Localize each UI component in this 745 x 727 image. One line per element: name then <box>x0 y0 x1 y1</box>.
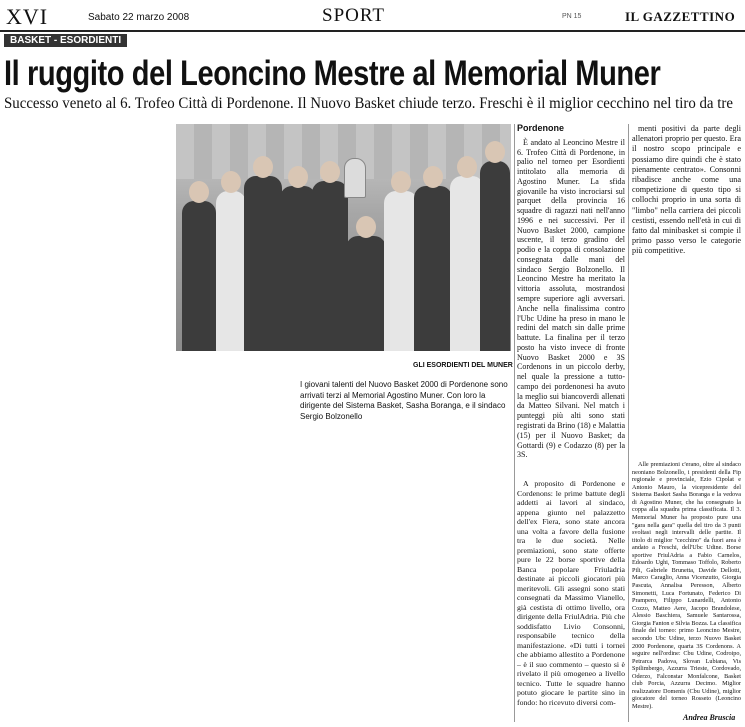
player-figure <box>244 176 282 351</box>
player-figure <box>384 191 418 351</box>
dateline: Pordenone <box>517 123 565 133</box>
player-figure <box>480 161 510 351</box>
article-paragraph: È andato al Leoncino Mestre il 6. Trofeo Città di Pordenone, in palio nel torneo per Esordienti intitolato alla memoria di Agostino Muner. La sfida giovanile ha visto incrociarsi sul parquet della provincia 16 squadre di ragazzi nati nell'anno 1996 e nei successivi. Per il Nuovo Basket 2000, campione uscente, il terzo gradino del podio e la coppa di consolazione consegnata dalle mani del sindaco Sergio Bolzonello. Il Leoncino Mestre ha meritato la vittoria assoluta, mostrandosi sempre superiore agli avversari. Anche nella finalissima contro l'Ubc Udine ha preso in mano le redini del match sin dalle prime battute. La finalina per il terzo posto ha visto invece di fronte Nuovo Basket 2000 e 3S Cordenons in un piccolo derby, nel quale la pressione a tutto-campo dei pordenonesi ha avuto la meglio sui biancoverdi allenati da Matteo Silvani. Nel match i punteggi più alti sono stati registrati da Brino (18) e Malattia (15) per il Nuovo Basket; da Gottardi (9) e Codazzo (8) per la 3S. <box>517 137 625 460</box>
edition-code: PN 15 <box>562 13 582 20</box>
player-figure <box>182 201 216 351</box>
player-figure <box>346 236 386 351</box>
trophy <box>344 158 366 198</box>
section-title: SPORT <box>322 5 385 26</box>
column-divider <box>628 124 629 722</box>
issue-date: Sabato 22 marzo 2008 <box>88 12 190 23</box>
page-header <box>0 0 745 32</box>
player-figure <box>414 186 452 351</box>
article-column-2-continued <box>632 461 741 711</box>
photo-caption: I giovani talenti del Nuovo Basket 2000 di Pordenone sono arrivati terzi al Memorial Agostino Muner. Con loro la dirigente del Sistema Basket, Sasha Boranga, e il sindaco Sergio Bolzonello <box>300 380 508 421</box>
subheadline: Successo veneto al 6. Trofeo Città di Pordenone. Il Nuovo Basket chiude terzo. Freschi è il miglior cecchino nel tiro da tre <box>4 95 733 112</box>
player-figure <box>450 176 484 351</box>
header-rule <box>0 30 745 32</box>
page-number: XVI <box>6 4 49 29</box>
author-signature: Andrea Bruscia <box>683 713 736 722</box>
article-column-1 <box>517 124 625 460</box>
column-divider <box>514 124 515 722</box>
kicker-label: BASKET - ESORDIENTI <box>4 34 127 47</box>
player-figure <box>216 191 246 351</box>
article-paragraph: menti positivi da parte degli allenatori proprio per questo. Era il nostro scopo principale e possiamo dire quindi che è stato pienamente centrato». Consonni ribadisce anche come una competizione di questo tipo si collochi proprio in una sorta di "limbo" nella carriera dei piccoli cestisti, essendo nell'età in cui di fatto dal minibasket si compie il primo passo verso le categorie più competitive. <box>632 124 741 256</box>
newspaper-name: IL GAZZETTINO <box>625 9 736 24</box>
player-figure <box>312 181 348 351</box>
article-column-2 <box>632 124 741 257</box>
player-figure <box>280 186 316 351</box>
article-paragraph: Alle premiazioni c'erano, oltre al sindaco neoniano Bolzonello, i presidenti della Fip regionale e provinciale, Ezio Cipolat e Antonio Mauro, la vicepresidente del Sistema Basket Sasha Boranga e la vedova di Agostino Muner, che ha consegnato la coppa alla squadra prima classificata. Il 3. Memorial Muner ha proposto pure una "gara nella gara" quella del tiro da 3 punti svoltasi negli intervalli delle partite. Il titolo di miglior "cecchino" da fuori area è andato a Freschi, dell'Ubc Udine. Borse sportive FriulAdria a Fabio Carnelos, Edoardo Ughi, Tommaso Toffolo, Roberto Pili, Gabriele Brunetta, Davide Dellotti, Marco Caraglio, Anna Vicenzutto, Giorgia Pascuta, Annalisa Peresson, Alberto Simonetti, Luca Fortunato, Federico Di Prampero, Filippo Lunardelli, Antonio Cozzo, Matteo Aere, Jacopo Brandolese, Alessio Baschiera, Samuele Santarossa, Giorgia Fanton e Silvia Bozza. La classifica finale del torneo: primo Leoncino Mestre, secondo Ubc Udine, terzo Nuovo Basket 2000 Pordenone, quarta 3S Cordenons. A seguire nell'ordine: Cbu Udine, Codroipo, Petrarca Padova, Slovan Lubiana, Vis Spilimbergo, Azzurra Trieste, Cordovado, Oderzo, Falconstar Monfalcone, Basket club Porcia, Azzurra Decimo. Miglior realizzatore Domenis (Cbu Udine), miglior giocatore del torneo Rosseto (Leoncino Mestre). <box>632 461 741 710</box>
headline: Il ruggito del Leoncino Mestre al Memorial Muner <box>4 54 661 93</box>
photo-label: GLI ESORDIENTI DEL MUNER <box>413 362 513 369</box>
team-photo <box>176 124 511 351</box>
article-paragraph: A proposito di Pordenone e Cordenons: le prime battute degli addetti ai lavori al sindaco, appena giunto nel palazzetto dell'ex Fiera, sono state ancora una volta a favore della fusione tra le due società. Nelle premiazioni, sono state offerte pure le 22 borse sportive della Banca popolare Friuladria destinate ai piccoli giocatori più meritevoli. Gli assegni sono stati consegnati da Massimo Vianello, già cestista di ottimo livello, ora dirigente della FriulAdria. Più che soddisfatto Livio Consonni, responsabile tecnico della manifestazione. «Di tutti i tornei che abbiamo allestito a Pordenone – è il suo commento – questo si è rivelato il più omogeneo a livello tecnico. Tutte le squadre hanno potuto giocare le partite sino in fondo: ho ricevuto diversi com- <box>517 479 625 707</box>
article-column-1-continued <box>517 479 625 707</box>
